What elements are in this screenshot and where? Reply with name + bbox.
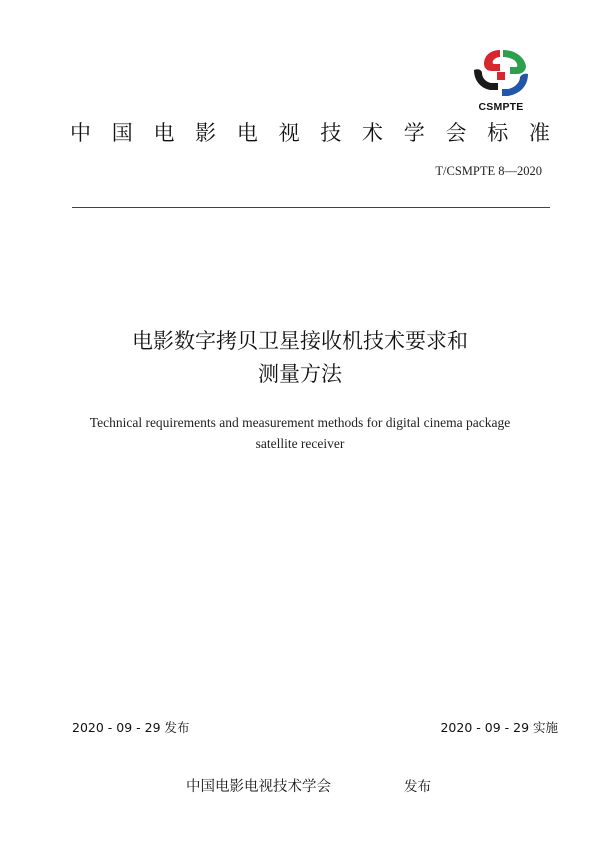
logo-red-swirl-icon <box>484 50 500 71</box>
standard-org-title-char: 电 <box>153 121 175 145</box>
publish-label: 发布 <box>404 779 431 795</box>
header-divider <box>72 207 550 208</box>
implement-date: 2020 - 09 - 29 实施 <box>440 720 558 735</box>
title-en-line-2: satellite receiver <box>255 436 345 451</box>
document-title-zh <box>60 325 540 391</box>
standard-org-title-char: 电 <box>236 121 258 145</box>
standard-org-title-char: 术 <box>362 121 384 145</box>
logo-green-swirl-icon <box>503 50 526 74</box>
standard-org-title-char: 影 <box>195 121 217 145</box>
title-zh-line-1: 电影数字拷贝卫星接收机技术要求和 <box>132 329 468 353</box>
standard-org-title-char: 视 <box>278 121 300 145</box>
logo-center-square-icon <box>497 72 505 80</box>
standard-org-title-char: 会 <box>445 121 467 145</box>
logo-blue-swirl-icon <box>502 74 528 96</box>
standard-code: T/CSMPTE 8—2020 <box>435 164 542 178</box>
logo-black-swirl-icon <box>474 69 498 90</box>
issue-date: 2020 - 09 - 29 发布 <box>72 720 190 735</box>
standard-org-title-char: 准 <box>528 121 550 145</box>
title-zh-line-2: 测量方法 <box>258 362 342 386</box>
standard-org-title-char: 国 <box>111 121 133 145</box>
standard-org-title-char: 技 <box>320 121 342 145</box>
standard-org-title-char: 学 <box>403 121 425 145</box>
standard-org-title-char: 标 <box>487 121 509 145</box>
logo-text: CSMPTE <box>478 101 524 113</box>
standard-org-title-char: 中 <box>70 121 91 145</box>
title-en-line-1: Technical requirements and measurement methods for digital cinema package <box>89 415 511 430</box>
document-title-en <box>60 412 540 454</box>
publisher-name: 中国电影电视技术学会 <box>186 779 331 795</box>
standard-org-title <box>70 117 550 147</box>
